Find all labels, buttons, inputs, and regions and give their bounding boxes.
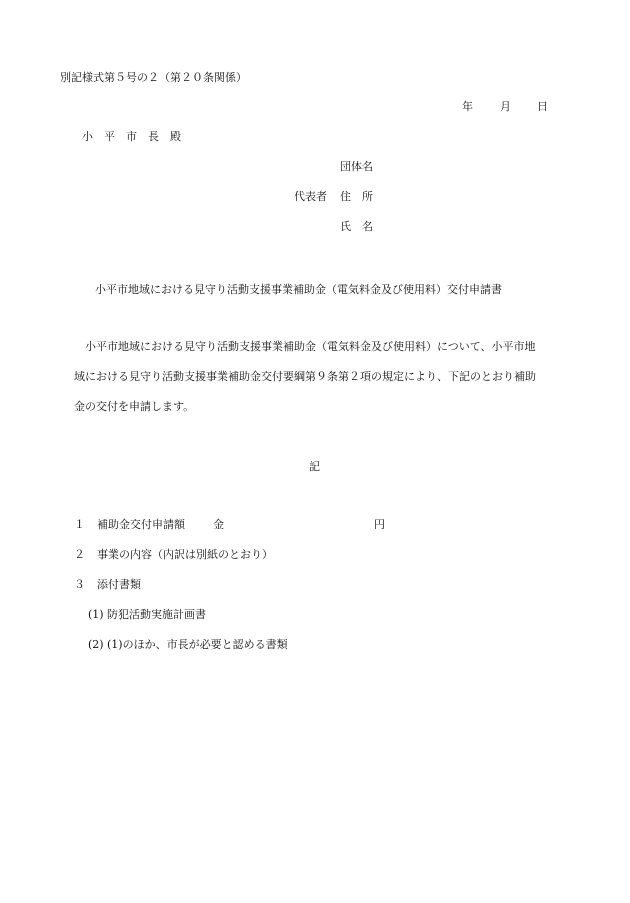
body-paragraph xyxy=(74,332,574,422)
address-label: 住 所 xyxy=(340,190,373,203)
sub-item-1-label: 防犯活動実施計画書 xyxy=(107,608,206,621)
body-line-1: 小平市地域における見守り活動支援事業補助金（電気料金及び使用料）について、小平市地 xyxy=(85,340,536,353)
item-3-number: ３ xyxy=(74,578,85,591)
item-1-number: １ xyxy=(74,518,85,531)
name-label: 氏 名 xyxy=(340,220,373,233)
item-2-label: 事業の内容（内訳は別紙のとおり） xyxy=(97,548,273,561)
sub-item-2-number: (2) xyxy=(88,638,104,651)
document-title: 小平市地域における見守り活動支援事業補助金（電気料金及び使用料）交付申請書 xyxy=(95,283,502,296)
body-line-2: 域における見守り活動支援事業補助金交付要綱第９条第２項の規定により、下記のとおり補助 xyxy=(74,370,536,383)
item-3-label: 添付書類 xyxy=(97,578,141,591)
item-1-label: 補助金交付申請額 xyxy=(97,518,185,531)
item-2-number: ２ xyxy=(74,548,85,561)
item-1-yen: 円 xyxy=(374,518,385,531)
item-1-kin: 金 xyxy=(213,518,224,531)
body-line-3: 金の交付を申請します。 xyxy=(74,400,195,413)
representative-label: 代表者 xyxy=(294,190,327,203)
date-year-label: 年 xyxy=(462,100,473,113)
date-day-label: 日 xyxy=(537,100,548,113)
date-month-label: 月 xyxy=(500,100,511,113)
sub-item-2-label: (1)のほか、市長が必要と認める書類 xyxy=(107,638,288,651)
addressee: 小 平 市 長 殿 xyxy=(82,130,181,143)
sub-item-1-number: (1) xyxy=(88,608,104,621)
org-name-label: 団体名 xyxy=(340,160,373,173)
ki-heading: 記 xyxy=(309,460,320,473)
form-number: 別記様式第５号の２（第２０条関係） xyxy=(60,71,247,84)
